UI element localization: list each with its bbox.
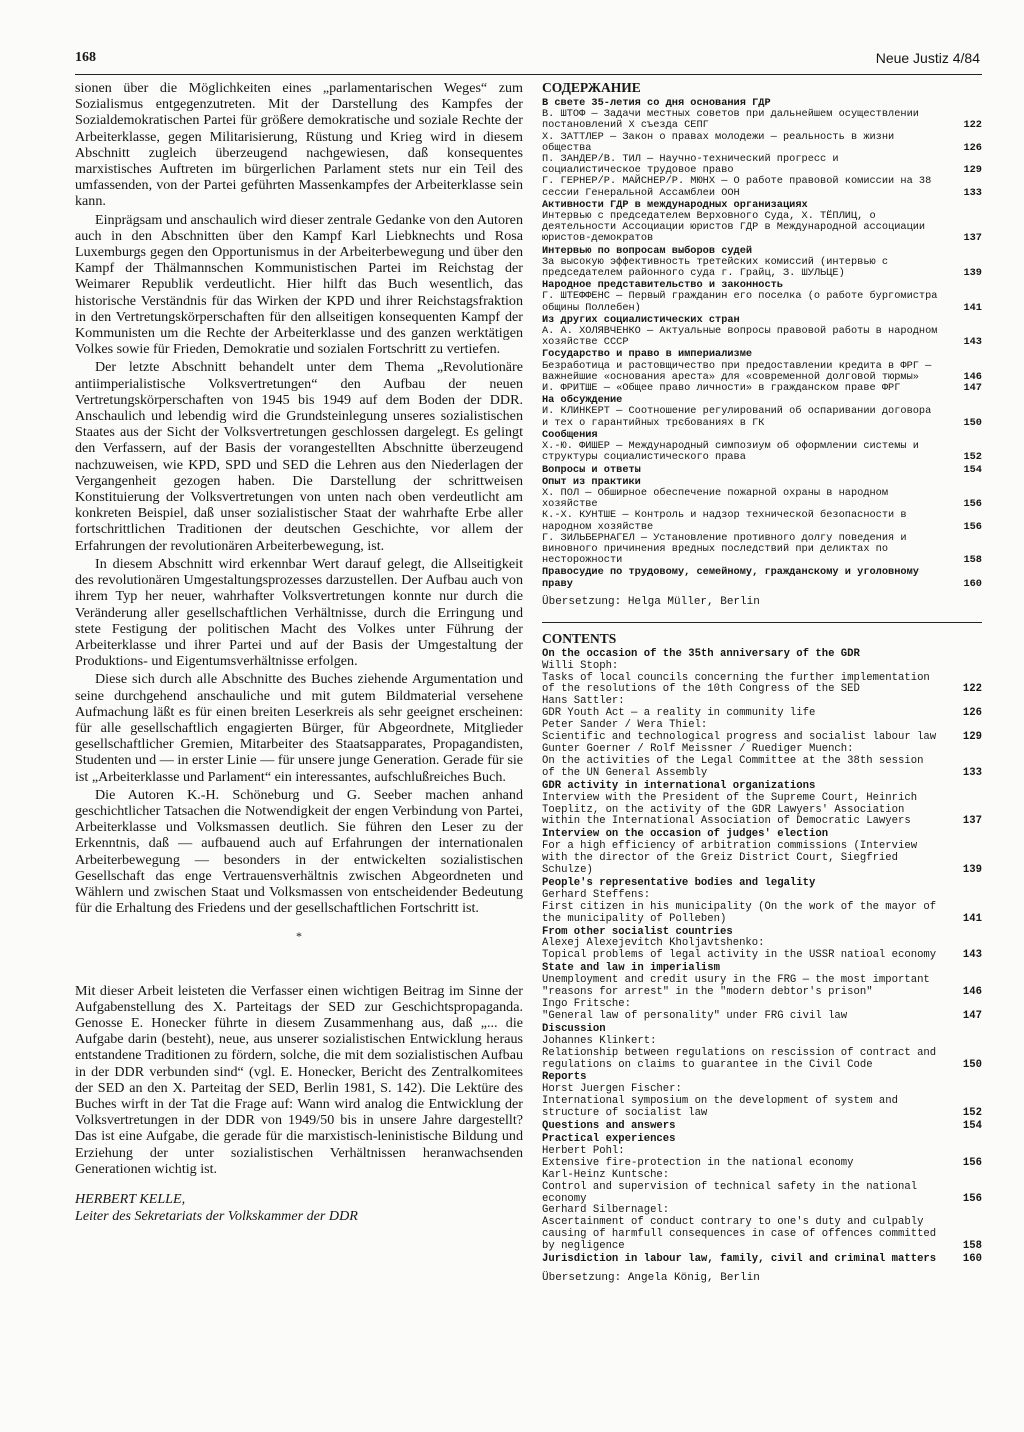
toc-russian [542, 80, 982, 608]
toc-page-number: 122 [963, 119, 982, 132]
toc-entry-title: Правосудие по трудовому, семейному, гражданскому и уголовному праву [542, 566, 919, 590]
toc-author: Johannes Klinkert: [542, 1034, 657, 1047]
toc-page-number: 143 [963, 336, 982, 349]
toc-page-number: 158 [963, 554, 982, 567]
toc-entry [542, 902, 982, 926]
toc-page-number: 139 [962, 864, 982, 877]
toc-page-number: 126 [962, 707, 982, 720]
toc-page-number: 154 [962, 1120, 982, 1133]
toc-divider [542, 622, 982, 623]
toc-entry-title: За высокую эффективность третейских комиссий (интервью с председателем районного суда г. Грайц, З. ШУЛЬЦЕ) [542, 255, 889, 280]
toc-entry-title: Г. ГЕРНЕР/Р. МАЙСНЕР/Р. МЮНХ — О работе правовой комиссии на 38 сессии Генеральной Ассамблеи ООН [542, 175, 932, 199]
toc-section-heading: Reports [542, 1071, 587, 1084]
toc-entry [542, 291, 982, 313]
toc-section-heading: В свете 35-летия со дня основания ГДР [542, 97, 771, 109]
toc-section-heading: From other socialist countries [542, 925, 733, 938]
toc-page-number: 156 [963, 498, 982, 511]
toc-page-number: 150 [962, 1058, 982, 1071]
toc-page-number: 133 [962, 766, 982, 779]
toc-entry [542, 1182, 982, 1206]
toc-entry [542, 441, 982, 463]
toc-author: Alexej Alexejevitch Kholjavtshenko: [542, 937, 765, 950]
article-paragraph: Die Autoren K.-H. Schöneburg und G. Seeber machen anhand geschichtlicher Tatsachen die Notwendigkeit der engen Verbindung von Partei, Arbeiterklasse und Volksmassen deutlich. Sie führen den Leser zu der Erkenntnis, daß — aufbauend auch auf Erfahrungen der internationalen Arbeiterbewegung — besonders in der entwickelten sozialistischen Gesellschaft das enge Vertrauensverhältnis zwischen Abgeordneten und Wählern und zwischen Staat und Volksmassen von entscheidender Bedeutung für die Erhaltung des Friedens und der gesellschaftlichen Fortschritt ist. [75, 786, 523, 917]
toc-page-number: 154 [963, 463, 982, 476]
toc-ru-list [542, 98, 982, 590]
toc-page-number: 137 [963, 232, 982, 245]
toc-entry-title: И. ФРИТШЕ — «Общее право личности» в гражданском праве ФРГ [542, 382, 901, 395]
toc-section-heading: Interview on the occasion of judges' election [542, 828, 829, 841]
toc-entry-title: Интервью с председателем Верховного Суда, Х. ТЁПЛИЦ, о деятельности Ассоциации юристов ГДР в Международной ассоциации юристов-демократов [542, 210, 926, 245]
toc-section-heading: People's representative bodies and legality [542, 876, 816, 889]
page-number: 168 [75, 50, 96, 65]
toc-section-heading: Народное представительство и законность [542, 279, 783, 292]
toc-entry [542, 1217, 982, 1253]
toc-entry [542, 793, 982, 829]
toc-entry-title: Extensive fire-protection in the national economy [542, 1156, 854, 1169]
toc-page-number: 139 [963, 267, 982, 280]
page-header [75, 50, 982, 75]
toc-entry [542, 109, 982, 131]
toc-page-number: 156 [962, 1192, 982, 1205]
toc-author: Gerhard Silbernagel: [542, 1204, 670, 1217]
toc-entry-title: On the activities of the Legal Committee at the 38th session of the UN General Assembly [542, 754, 924, 779]
toc-page-number: 147 [963, 382, 982, 395]
toc-entry-title: Scientific and technological progress and socialist labour law [542, 731, 937, 744]
toc-entry [542, 1096, 982, 1120]
toc-entry-title: GDR Youth Act — a reality in community life [542, 707, 816, 720]
toc-author: Gunter Goerner / Rolf Meissner / Ruediger Muench: [542, 742, 854, 755]
toc-entry [542, 756, 982, 780]
toc-en-title: CONTENTS [542, 630, 617, 646]
toc-entry-title: Х. ЗАТТЛЕР — Закон о правах молодежи — реальность в жизни общества [542, 130, 895, 154]
toc-entry-title: Ascertainment of conduct contrary to one's duty and culpably causing of harmfull consequences in case of offences committed by negligence [542, 1216, 937, 1253]
toc-page-number: 152 [963, 451, 982, 464]
toc-entry [542, 673, 982, 697]
toc-entry-title: Безработица и растовщичество при предоставлении кредита в ФРГ — важнейшие «основания ареста» для «современной долговой тюрмы» [542, 359, 932, 383]
article-column [75, 80, 523, 1225]
toc-entry [542, 1011, 982, 1023]
toc-entry [542, 1253, 982, 1266]
toc-author: Herbert Pohl: [542, 1144, 625, 1157]
article-paragraph: Einprägsam und anschaulich wird dieser zentrale Gedanke von den Autoren auch in den Abschnitten über den Kampf Karl Liebknechts und Rosa Luxemburgs gegen den Opportunismus in der Arbeiterbewegung und über den Kampf der Thälmannschen Kommunistischen Partei im Reichstag der Weimarer Republik verdeutlicht. Hier hilft das Buch wesentlich, das historische Verständnis für das Wirken der KPD und ihrer Reichstagsfraktion in den Vertretungskörperschaften für den allseitigen konsequenten Kampf der Kommunisten um die Rechte der Arbeiterklasse und des ganzen werktätigen Volkes sowie für Frieden, Demokratie und sozialen Fortschritt zu vertiefen. [75, 211, 523, 358]
toc-entry [542, 464, 982, 476]
toc-page-number: 156 [962, 1156, 982, 1169]
toc-section-heading: Сообщения [542, 428, 598, 441]
toc-entry [542, 950, 982, 962]
toc-entry-title: Г. ЗИЛЬБЕРНАГЕЛ — Установление противного долгу поведения и виновного причинения вредных последствий при деликтах по несторожности [542, 531, 907, 567]
toc-entry-title: Jurisdiction in labour law, family, civil and criminal matters [542, 1253, 937, 1266]
toc-entry-title: Г. ШТЕФФЕНС — Первый гражданин его поселка (о работе бургомистра общины Поллебен) [542, 290, 938, 314]
toc-entry [542, 533, 982, 567]
article-body [75, 80, 523, 916]
toc-english [542, 631, 982, 1284]
article-paragraph: Diese sich durch alle Abschnitte des Buches ziehende Argumentation und seine durchgehend anschauliche und mit gutem Bildmaterial versehene Aufmachung läßt es für einen breiten Leserkreis als sehr geeignet erscheinen: für alle gesellschaftlich engagierten Bürger, für Abgeordnete, Mitglieder gesellschaftlicher Gremien, Mitarbeiter des Staatsapparates, Propagandisten, Studenten und — in erster Linie — für unsere junge Generation. Gerade für sie ist „Arbeiterklasse und Parlament“ ein interessantes, aufschlußreiches Buch. [75, 671, 523, 785]
toc-entry-title: К.-Х. КУНТШЕ — Контроль и надзор технической безопасности в народном хозяйстве [542, 509, 907, 533]
toc-entry [542, 1120, 982, 1133]
toc-page-number: 146 [963, 370, 982, 383]
toc-ru-translation: Übersetzung: Helga Müller, Berlin [542, 595, 760, 608]
toc-entry [542, 1158, 982, 1170]
toc-page-number: 143 [962, 949, 982, 962]
article-paragraph: In diesem Abschnitt wird erkennbar Wert darauf gelegt, die Allseitigkeit des revolutionären Umgestaltungsprozesses darzustellen. Der Aufbau auch von ihrem Typ her neuer, wahrhafter Volksvertretungen konnte nur durch die Veränderung aller gesellschaftlichen Verhältnisse, durch die Erringung und stete Festigung der politischen Macht des Volkes unter Führung der Arbeiterklasse und ihrer Partei und auf der Basis der Umgestaltung der Produktions- und Eigentumsverhältnisse erfolgen. [75, 555, 523, 670]
toc-entry [542, 257, 982, 279]
toc-page-number: 152 [962, 1107, 982, 1120]
toc-page-number: 122 [962, 683, 982, 696]
toc-section-heading: На обсуждение [542, 394, 623, 407]
toc-page-number: 160 [963, 577, 982, 590]
section-separator: * [296, 929, 302, 944]
toc-author: Hans Sattler: [542, 695, 625, 708]
author-name: HERBERT KELLE, [75, 1191, 186, 1207]
toc-page-number: 150 [963, 416, 982, 429]
toc-entry-title: А. А. ХОЛЯВЧЕНКО — Актуальные вопросы правовой работы в народном хозяйстве СССР [542, 325, 938, 349]
toc-entry-title: International symposium on the development of system and structure of socialist law [542, 1095, 899, 1120]
toc-author: Willi Stoph: [542, 659, 619, 672]
toc-page-number: 147 [962, 1009, 982, 1022]
closing-paragraph: Mit dieser Arbeit leisteten die Verfasser einen wichtigen Beitrag im Sinne der Aufgabenstellung des X. Parteitags der SED zur Geschichtspropaganda. Genosse E. Honecker führte in diesem Zusammenhang aus, daß „... die Aufgabe darin (besteht), neue, aus unserer sozialistischen Entwicklung heraus entstandene Traditionen zu fördern, solche, die mit dem sozialistischen Aufbau in der DDR verbunden sind“ (vgl. E. Honecker, Bericht des Zentralkomitees der SED an den X. Parteitag der SED, Berlin 1981, S. 142). Die Lektüre des Buches wirft in der Tat die Frage auf: Wann wird analog die Entwicklung der Volksvertretungen in der DDR von 1949/50 bis in unsere Jahre dargestellt? Das ist eine Aufgabe, die gerade für die marxistisch-leninistische Bildung und Erziehung der unter sozialistischen Verhältnissen heranwachsenden Generationen wichtig ist. [75, 982, 523, 1177]
toc-author: Peter Sander / Wera Thiel: [542, 719, 708, 732]
toc-entry [542, 361, 982, 383]
toc-entry-title: Control and supervision of technical safety in the national economy [542, 1180, 918, 1205]
toc-entry-title: Interview with the President of the Supreme Court, Heinrich Toeplitz, on the activity of the GDR Lawyers' Association within the International Association of Democratic Lawyers [542, 791, 918, 828]
toc-ru-title: СОДЕРЖАНИЕ [542, 80, 641, 95]
toc-entry [542, 176, 982, 198]
toc-en-list [542, 649, 982, 1266]
toc-entry-title: И. КЛИНКЕРТ — Соотношение регулирований об оспаривании договора и тех о гарантийных трєбованиях в ГК [542, 405, 932, 429]
toc-entry-title: Tasks of local councils concerning the further implementation of the resolutions of the 10th Congress of the SED [542, 671, 930, 696]
toc-entry-title: Relationship between regulations on rescission of contract and regulations on claims to guarantee in the Civil Code [542, 1046, 937, 1071]
toc-entry-title: First citizen in his municipality (On the work of the mayor of the municipality of Polleben) [542, 900, 937, 925]
toc-section-heading: Государство и право в империализме [542, 348, 753, 361]
toc-entry-title: For a high efficiency of arbitration commissions (Interview with the director of the Greiz District Court, Siegfried Schulze) [542, 840, 918, 877]
journal-title: Neue Justiz 4/84 [875, 50, 980, 66]
toc-entry [542, 406, 982, 428]
article-paragraph: sionen über die Möglichkeiten eines „parlamentarischen Weges“ zum Sozialismus entgegenzutreten. Mit der Darstellung des Kampfes der Sozialdemokratischen Partei für größere demokratische und soziale Rechte der Arbeiterklasse, gegen Militarisierung, Rüstung und Krieg wird in diesem Abschnitt zugleich überzeugend nachgewiesen, daß konsequentes marxistisches Auftreten im bürgerlichen Parlament stets nur ein Teil des umfassenden, von der Partei geführten Massenkampfes der Arbeiterklasse sein kann. [75, 80, 523, 210]
toc-author: Gerhard Steffens: [542, 888, 651, 901]
toc-entry-title: Х.-Ю. ФИШЕР — Международный симпозиум об оформлении системы и структуры социалистического права [542, 440, 919, 464]
toc-entry [542, 326, 982, 348]
toc-entry [542, 841, 982, 877]
toc-page-number: 156 [963, 520, 982, 533]
toc-section-heading: GDR activity in international organizations [542, 779, 816, 792]
toc-author: Horst Juergen Fischer: [542, 1083, 682, 1096]
toc-entry [542, 1048, 982, 1072]
toc-page-number: 141 [962, 912, 982, 925]
toc-section-heading: Practical experiences [542, 1132, 676, 1145]
toc-author: Karl-Heinz Kuntsche: [542, 1168, 670, 1181]
toc-entry-title: П. ЗАНДЕР/В. ТИЛ — Научно-технический прогресс и социалистическое трудовое право [542, 153, 839, 177]
toc-page-number: 160 [962, 1253, 982, 1266]
toc-page-number: 129 [962, 731, 982, 744]
toc-entry [542, 383, 982, 394]
toc-section-heading: Активности ГДР в международных организациях [542, 198, 808, 211]
toc-section-heading: Из других социалистических стран [542, 313, 740, 326]
toc-section-heading: Интервью по вопросам выборов судей [542, 244, 753, 257]
article-paragraph: Der letzte Abschnitt behandelt unter dem Thema „Revolutionäre antiimperialistische Volksvertretungen“ den Aufbau der neuen Vertretungskörperschaften von 1945 bis 1949 auf dem Boden der DDR. Anschaulich und lebendig wird die Grundsteinlegung unseres sozialistischen Staates aus der Sicht der Volksvertretungen geschlossen dargelegt. Es gelingt den Verfassern, auf der Basis der vorangestellten Abschnitte überzeugend nachzuweisen, wie KPD, SPD und SED die Lehren aus den Niederlagen der Vergangenheit gezogen haben. Die Darstellung der schrittweisen Konstituierung der Volksvertretungen von unten nach oben verdeutlicht am konkreten Beispiel, daß unser sozialistischer Staat der wahrhafte Erbe aller fortschrittlichen Traditionen der deutschen Geschichte, vor allem der Erfahrungen der revolutionären Arbeiterbewegung, ist. [75, 359, 523, 554]
toc-entry [542, 154, 982, 176]
toc-entry [542, 132, 982, 154]
toc-section-heading: State and law in imperialism [542, 962, 721, 975]
toc-page-number: 158 [962, 1240, 982, 1253]
toc-entry-title: Questions and answers [542, 1120, 676, 1133]
toc-author: Ingo Fritsche: [542, 998, 632, 1011]
toc-section-heading: On the occasion of the 35th anniversary of the GDR [542, 647, 860, 660]
toc-column [542, 80, 982, 1284]
author-role: Leiter des Sekretariats der Volkskammer der DDR [75, 1208, 358, 1224]
toc-entry [542, 488, 982, 510]
toc-entry-title: В. ШТОФ — Задачи местных советов при дальнейшем осуществлении постановлений X съезда СЕПГ [542, 108, 919, 132]
toc-entry [542, 975, 982, 999]
toc-entry-title: Topical problems of legal activity in the USSR natioal economy [542, 949, 937, 962]
toc-entry-title: Вопросы и ответы [542, 463, 641, 476]
toc-entry [542, 211, 982, 245]
toc-page-number: 129 [963, 164, 982, 177]
toc-page-number: 133 [963, 186, 982, 199]
toc-page-number: 146 [962, 986, 982, 999]
toc-entry-title: "General law of personality" under FRG civil law [542, 1009, 848, 1022]
toc-entry-title: Unemployment and credit usury in the FRG — the most important "reasons for arrest" in the "modern debtor's prison" [542, 974, 930, 999]
toc-entry [542, 566, 982, 589]
toc-entry-title: Х. ПОЛ — Обширное обеспечение пожарной охраны в народном хозяйстве [542, 486, 889, 511]
signature [75, 1191, 523, 1225]
toc-entry [542, 510, 982, 532]
toc-en-translation: Übersetzung: Angela König, Berlin [542, 1271, 760, 1284]
toc-section-heading: Опыт из практики [542, 475, 641, 488]
toc-page-number: 141 [963, 301, 982, 314]
toc-page-number: 126 [963, 141, 982, 154]
toc-section-heading: Discussion [542, 1022, 606, 1035]
toc-page-number: 137 [962, 815, 982, 828]
